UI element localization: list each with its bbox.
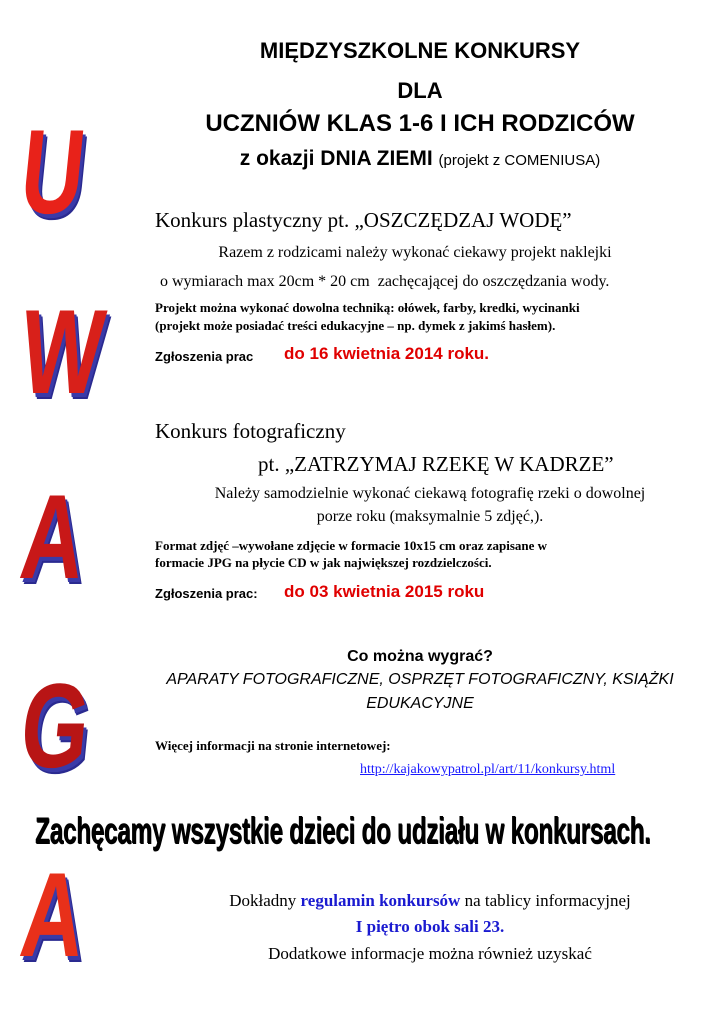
- contest1-tech-line2: (projekt może posiadać treści edukacyjne – np. dymek z jakimś hasłem).: [155, 318, 556, 333]
- prizes-answer-line2: EDUKACYJNE: [366, 695, 474, 712]
- contest2-format-line2: formacie JPG na płycie CD w jak największej rozdzielczości.: [155, 555, 492, 570]
- footer-line1: [150, 891, 710, 911]
- side-letter-a-1: A: [15, 470, 92, 604]
- contest2-deadline-value: do 03 kwietnia 2015 roku: [284, 582, 485, 601]
- footer-line1-pre: Dokładny: [229, 891, 297, 910]
- encouragement-banner: Zachęcamy wszystkie dzieci do udziału w konkursach.: [35, 810, 651, 851]
- contest2-title-line1: Konkurs fotograficzny: [155, 419, 346, 443]
- footer-line2: I piętro obok sali 23.: [355, 917, 505, 936]
- footer-line3: Dodatkowe informacje można również uzyskać: [268, 944, 592, 963]
- header-line-3: UCZNIÓW KLAS 1-6 I ICH RODZICÓW: [205, 110, 635, 137]
- prizes-answer-line1: APARATY FOTOGRAFICZNE, OSPRZĘT FOTOGRAFICZNY, KSIĄŻKI: [166, 671, 674, 688]
- header-line-4: [150, 147, 690, 171]
- side-letter-w: W: [15, 285, 111, 419]
- footer-line1-bold: regulamin konkursów: [300, 891, 461, 910]
- side-letter-g: G: [15, 659, 96, 793]
- footer-line1-post: na tablicy informacyjnej: [464, 891, 631, 910]
- contest2-deadline-label: Zgłoszenia prac:: [155, 586, 258, 601]
- side-letter-a-2: A: [15, 848, 92, 982]
- prizes-question: Co można wygrać?: [347, 648, 493, 665]
- contest1-deadline-label: Zgłoszenia prac: [155, 349, 254, 364]
- info-url-link[interactable]: http://kajakowypatrol.pl/art/11/konkursy.html: [360, 762, 616, 777]
- header-line-2: DLA: [397, 78, 443, 103]
- contest1-title: Konkurs plastyczny pt. „OSZCZĘDZAJ WODĘ”: [155, 208, 572, 232]
- contest1-deadline-value: do 16 kwietnia 2014 roku.: [284, 344, 490, 363]
- contest2-format-line1: Format zdjęć –wywołane zdjęcie w formacie 10x15 cm oraz zapisane w: [155, 538, 548, 553]
- contest1-desc-line1: Razem z rodzicami należy wykonać ciekawy projekt naklejki: [218, 244, 612, 261]
- header-line-4-small: (projekt z COMENIUSA): [438, 152, 601, 169]
- side-letter-u: U: [15, 105, 92, 239]
- contest1-tech-line1: Projekt można wykonać dowolna techniką: ołówek, farby, kredki, wycinanki: [155, 300, 580, 315]
- info-label: Więcej informacji na stronie internetowej:: [155, 738, 391, 753]
- contest2-desc-line1: Należy samodzielnie wykonać ciekawą fotografię rzeki o dowolnej: [214, 485, 646, 502]
- contest1-desc-line2: o wymiarach max 20cm * 20 cm zachęcającej do oszczędzania wody.: [160, 273, 610, 290]
- contest2-desc-line2: porze roku (maksymalnie 5 zdjęć,).: [316, 508, 544, 525]
- contest2-title-line2: pt. „ZATRZYMAJ RZEKĘ W KADRZE”: [258, 452, 614, 476]
- header-line-1: MIĘDZYSZKOLNE KONKURSY: [259, 38, 581, 63]
- header-line-4-main: z okazji DNIA ZIEMI: [239, 147, 433, 170]
